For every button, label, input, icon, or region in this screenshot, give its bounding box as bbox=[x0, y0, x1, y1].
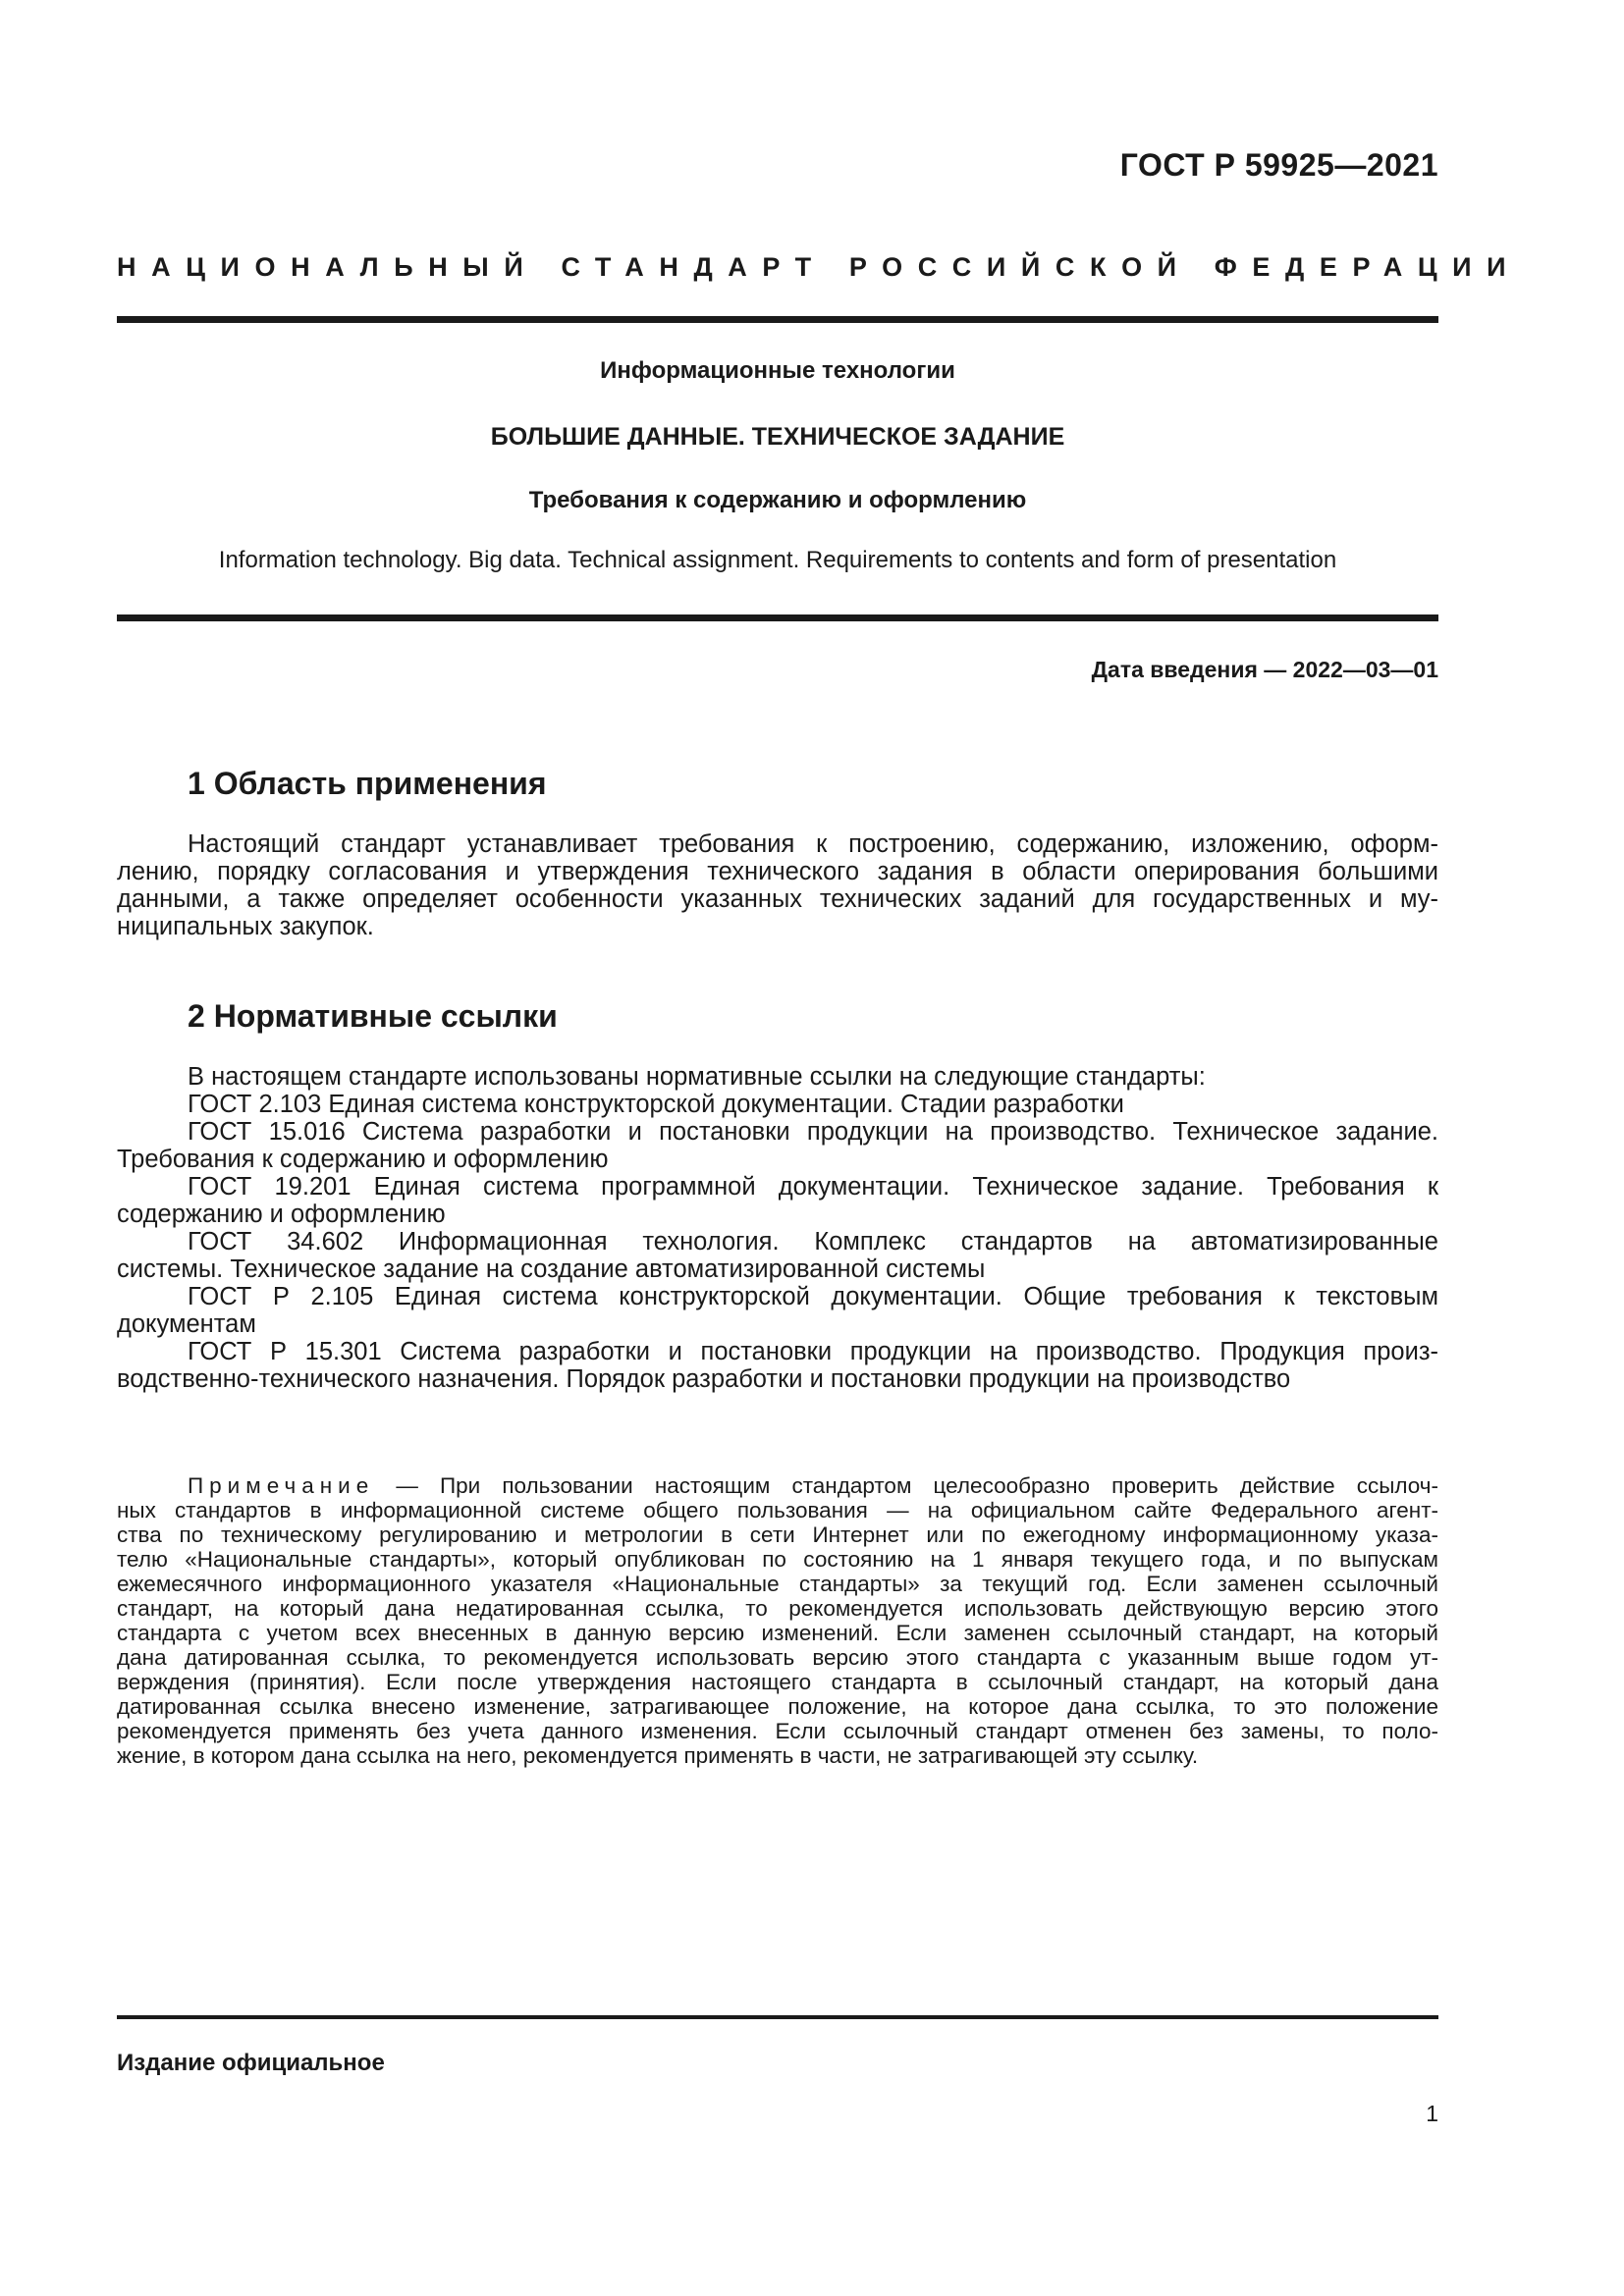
reference-line: Требования к содержанию и оформлению bbox=[117, 1146, 609, 1173]
reference-line: содержанию и оформлению bbox=[117, 1201, 446, 1228]
note-line bbox=[117, 1473, 1438, 1498]
introduction-date: Дата введения — 2022—03—01 bbox=[1091, 657, 1438, 682]
section-2-intro bbox=[117, 1063, 1438, 1091]
title-subtitle: Требования к содержанию и оформлению bbox=[528, 487, 1027, 513]
reference-item bbox=[117, 1173, 1438, 1228]
reference-line: документам bbox=[117, 1310, 256, 1338]
footer-divider bbox=[117, 2015, 1438, 2019]
paragraph-line: В настоящем стандарте использованы нормативные ссылки на следующие стандарты: bbox=[188, 1063, 1206, 1091]
document-page bbox=[117, 0, 1522, 2296]
reference-line: ГОСТ Р 2.105 Единая система конструкторской документации. Общие требования к текстовым bbox=[188, 1283, 1438, 1310]
page-number: 1 bbox=[1426, 2101, 1438, 2126]
note-label: Примечание bbox=[188, 1473, 375, 1498]
title-english: Information technology. Big data. Technical assignment. Requirements to contents and form of presentation bbox=[218, 547, 1337, 573]
note-line: дана датированная ссылка, то рекомендуется использовать версию этого стандарта с указанным выше годом ут- bbox=[117, 1645, 1438, 1670]
document-number: ГОСТ Р 59925—2021 bbox=[1119, 147, 1438, 183]
paragraph-line: данными, а также определяет особенности указанных технических заданий для государственных и му- bbox=[117, 885, 1438, 913]
reference-item bbox=[117, 1338, 1438, 1393]
title-main: БОЛЬШИЕ ДАННЫЕ. ТЕХНИЧЕСКОЕ ЗАДАНИЕ bbox=[490, 423, 1065, 451]
reference-item bbox=[117, 1283, 1438, 1338]
reference-item bbox=[117, 1118, 1438, 1173]
national-standard-banner: НАЦИОНАЛЬНЫЙ СТАНДАРТ РОССИЙСКОЙ ФЕДЕРАЦИИ bbox=[117, 252, 1522, 282]
title-divider bbox=[117, 614, 1438, 621]
title-group: Информационные технологии bbox=[600, 357, 955, 384]
note-line: жение, в котором дана ссылка на него, рекомендуется применять в части, не затрагивающей эту ссылку. bbox=[117, 1743, 1199, 1768]
note-line: датированная ссылка внесено изменение, затрагивающее положение, на которое дана ссылка, то это положение bbox=[117, 1694, 1438, 1719]
note-line: телю «Национальные стандарты», который опубликован по состоянию на 1 января текущего года, и по выпускам bbox=[117, 1547, 1438, 1572]
note-line-text: — При пользовании настоящим стандартом целесообразно проверить действие ссылоч- bbox=[374, 1473, 1438, 1498]
reference-line: ГОСТ 2.103 Единая система конструкторской документации. Стадии разработки bbox=[188, 1091, 1124, 1118]
reference-line: ГОСТ 15.016 Система разработки и постановки продукции на производство. Техническое задание. bbox=[188, 1118, 1438, 1146]
reference-note bbox=[117, 1473, 1438, 1768]
reference-item bbox=[117, 1228, 1438, 1283]
reference-line: ГОСТ Р 15.301 Система разработки и постановки продукции на производство. Продукция произ- bbox=[188, 1338, 1438, 1365]
note-line: верждения (принятия). Если после утверждения настоящего стандарта в ссылочный стандарт, на который дана bbox=[117, 1670, 1438, 1694]
paragraph-line: лению, порядку согласования и утверждения технического задания в области оперирования большими bbox=[117, 858, 1438, 885]
official-edition-label: Издание официальное bbox=[117, 2050, 385, 2076]
note-line: ства по техническому регулированию и метрологии в сети Интернет или по ежегодному информационному указа- bbox=[117, 1522, 1438, 1547]
note-line: ежемесячного информационного указателя «Национальные стандарты» за текущий год. Если заменен ссылочный bbox=[117, 1572, 1438, 1596]
note-line: ных стандартов в информационной системе общего пользования — на официальном сайте Федерального агент- bbox=[117, 1498, 1438, 1522]
note-line: стандарт, на который дана недатированная ссылка, то рекомендуется использовать действующую версию этого bbox=[117, 1596, 1438, 1621]
reference-line: ГОСТ 19.201 Единая система программной документации. Техническое задание. Требования к bbox=[188, 1173, 1438, 1201]
paragraph-line: ниципальных закупок. bbox=[117, 913, 374, 940]
top-divider bbox=[117, 316, 1438, 323]
paragraph-line: Настоящий стандарт устанавливает требования к построению, содержанию, изложению, оформ- bbox=[188, 830, 1438, 858]
section-2-heading: 2 Нормативные ссылки bbox=[188, 998, 558, 1034]
note-line: рекомендуется применять без учета данного изменения. Если ссылочный стандарт отменен без замены, то поло- bbox=[117, 1719, 1438, 1743]
note-line: стандарта с учетом всех внесенных в данную версию изменений. Если заменен ссылочный стандарт, на который bbox=[117, 1621, 1438, 1645]
reference-line: ГОСТ 34.602 Информационная технология. Комплекс стандартов на автоматизированные bbox=[188, 1228, 1438, 1255]
section-1-heading: 1 Область применения bbox=[188, 766, 547, 801]
normative-references-list bbox=[117, 1091, 1438, 1393]
reference-line: водственно-технического назначения. Порядок разработки и постановки продукции на производство bbox=[117, 1365, 1291, 1393]
reference-item bbox=[117, 1091, 1438, 1118]
reference-line: системы. Техническое задание на создание автоматизированной системы bbox=[117, 1255, 986, 1283]
section-1-paragraph bbox=[117, 830, 1438, 940]
